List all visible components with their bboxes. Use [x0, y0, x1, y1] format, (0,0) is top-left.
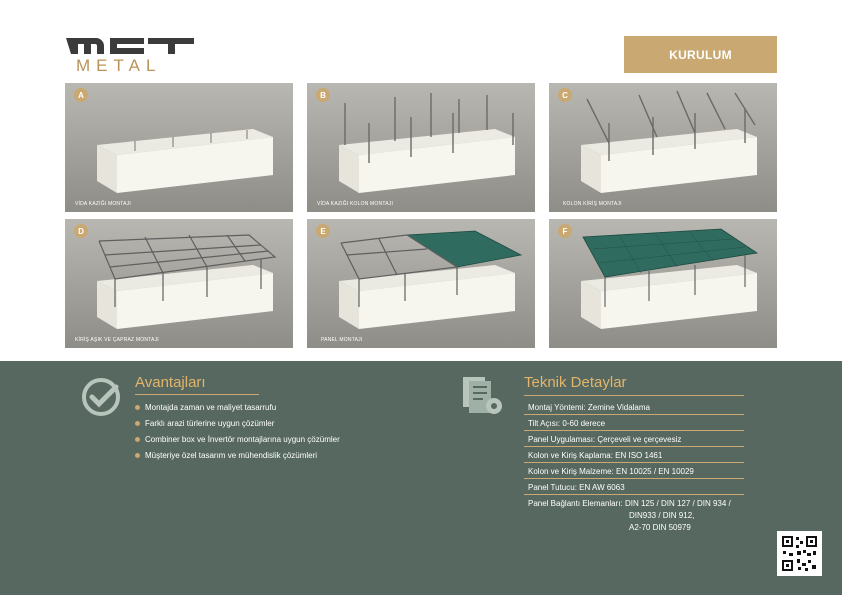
panel-b-caption: VİDA KAZIĞI KOLON MONTAJI	[317, 201, 394, 207]
check-circle-icon	[80, 376, 122, 418]
technical-title: Teknik Detaylar	[524, 374, 627, 391]
advantages-title: Avantajları	[135, 374, 206, 391]
panel-a	[65, 83, 293, 212]
row-divider	[524, 414, 744, 415]
technical-row: Montaj Yöntemi: Zemine Vidalama	[528, 403, 650, 412]
bullet-icon	[135, 453, 140, 458]
technical-row: Panel Tutucu: EN AW 6063	[528, 483, 625, 492]
panel-e-caption: PANEL MONTAJI	[321, 337, 363, 343]
panel-c-scene	[549, 83, 777, 212]
logo-subtitle: METAL	[76, 56, 162, 75]
row-divider	[524, 494, 744, 495]
advantage-item: Müşteriye özel tasarım ve mühendislik çözümleri	[135, 451, 317, 460]
panel-d-scene	[65, 219, 293, 348]
technical-row-fasteners-cont: A2-70 DIN 50979	[629, 523, 691, 532]
panel-e-badge: E	[316, 224, 330, 238]
panel-e	[307, 219, 535, 348]
bullet-icon	[135, 405, 140, 410]
panel-c	[549, 83, 777, 212]
technical-row-fasteners: Panel Bağlantı Elemanları: DIN 125 / DIN 127 / DIN 934 /	[528, 499, 731, 508]
qr-code-icon[interactable]	[777, 531, 822, 576]
technical-row: Kolon ve Kiriş Kaplama: EN ISO 1461	[528, 451, 663, 460]
panel-d	[65, 219, 293, 348]
document-gear-icon	[461, 375, 507, 419]
advantage-item: Montajda zaman ve maliyet tasarrufu	[135, 403, 276, 412]
section-label: KURULUM	[624, 36, 777, 73]
panel-f-badge: F	[558, 224, 572, 238]
row-divider	[524, 430, 744, 431]
panel-e-scene	[307, 219, 535, 348]
row-divider	[524, 478, 744, 479]
technical-underline	[524, 395, 744, 396]
panel-f	[549, 219, 777, 348]
panel-b-badge: B	[316, 88, 330, 102]
technical-row-fasteners-cont: DIN933 / DIN 912,	[629, 511, 695, 520]
panel-f-scene	[549, 219, 777, 348]
bullet-icon	[135, 437, 140, 442]
panel-c-caption: KOLON KİRİŞ MONTAJI	[563, 201, 622, 207]
bullet-icon	[135, 421, 140, 426]
panel-a-caption: VİDA KAZIĞI MONTAJI	[75, 201, 131, 207]
technical-row: Panel Uygulaması: Çerçeveli ve çerçevesiz	[528, 435, 682, 444]
panel-a-badge: A	[74, 88, 88, 102]
row-divider	[524, 462, 744, 463]
advantage-item: Combiner box ve İnvertör montajlarına uygun çözümler	[135, 435, 340, 444]
panel-d-badge: D	[74, 224, 88, 238]
qr-pattern	[777, 531, 822, 576]
panel-d-caption: KİRİŞ AŞIK VE ÇAPRAZ MONTAJI	[75, 337, 159, 343]
advantages-underline	[135, 394, 259, 395]
brand-logo	[64, 36, 196, 76]
mct-logo-mark	[64, 36, 196, 56]
technical-row: Tilt Açısı: 0-60 derece	[528, 419, 606, 428]
panel-a-scene	[65, 83, 293, 212]
panel-b-scene	[307, 83, 535, 212]
panel-b	[307, 83, 535, 212]
technical-row: Kolon ve Kiriş Malzeme: EN 10025 / EN 10029	[528, 467, 694, 476]
panel-c-badge: C	[558, 88, 572, 102]
advantage-item: Farklı arazi türlerine uygun çözümler	[135, 419, 274, 428]
row-divider	[524, 446, 744, 447]
